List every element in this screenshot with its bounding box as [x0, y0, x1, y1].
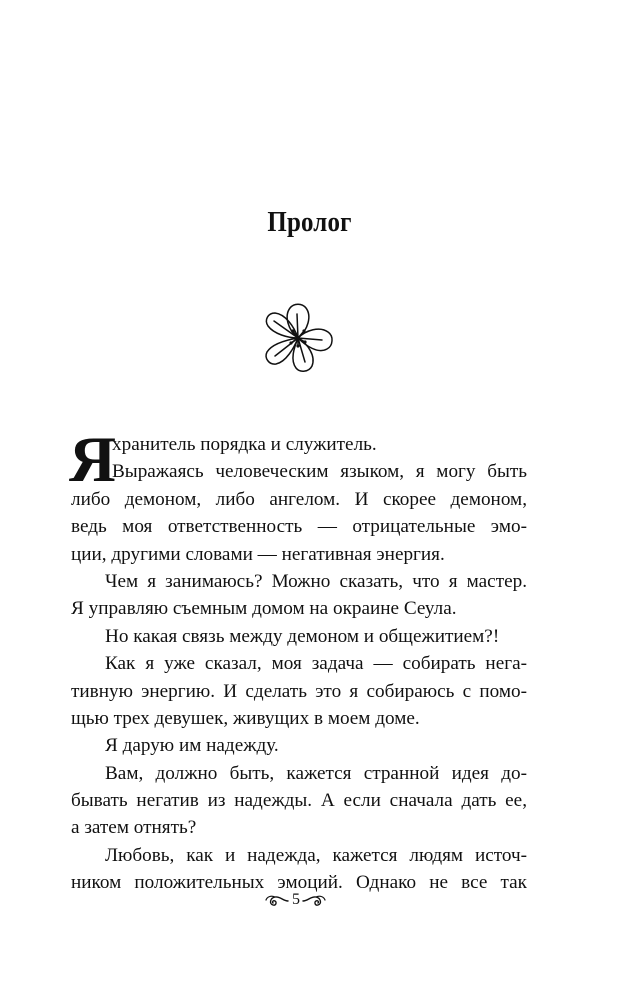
text-line: Как я уже сказал, моя задача — собирать нега- [105, 653, 527, 675]
prologue-text [69, 424, 527, 897]
page-footer [0, 890, 619, 912]
text-line: тивную энергию. И сделать это я собираюсь с помо- [71, 680, 527, 702]
text-line: Выражаясь человеческим языком, я могу быть [112, 461, 527, 483]
scroll-ornament-icon [302, 894, 326, 908]
text-line: Я управляю съемным домом на окраине Сеула. [71, 598, 457, 620]
text-line: щью трех девушек, живущих в моем доме. [71, 707, 420, 729]
text-line: ведь моя ответственность — отрицательные эмо- [71, 516, 527, 538]
text-line: либо демоном, либо ангелом. И скорее демоном, [71, 488, 527, 510]
text-line: Чем я занимаюсь? Можно сказать, что я мастер. [105, 570, 527, 592]
drop-cap: Я [69, 424, 116, 496]
text-line: Вам, должно быть, кажется странной идея до- [105, 762, 527, 784]
scroll-ornament-icon [265, 894, 289, 908]
text-line: хранитель порядка и служитель. [112, 434, 377, 455]
text-line: бывать негатив из надежды. А если сначала дать ее, [71, 790, 527, 812]
text-line: а затем отнять? [71, 817, 197, 839]
page-number: 5 [292, 891, 300, 908]
text-line: Но какая связь между демоном и общежитием?! [105, 625, 500, 647]
text-line: Я дарую им надежду. [105, 735, 279, 757]
flower-icon [258, 300, 338, 376]
text-line: ции, другими словами — негативная энергия. [71, 543, 445, 565]
chapter-title: Пролог [267, 206, 352, 238]
text-line: ником положительных эмоций. Однако не все так [71, 872, 527, 894]
text-line: Любовь, как и надежда, кажется людям источ- [105, 844, 527, 866]
